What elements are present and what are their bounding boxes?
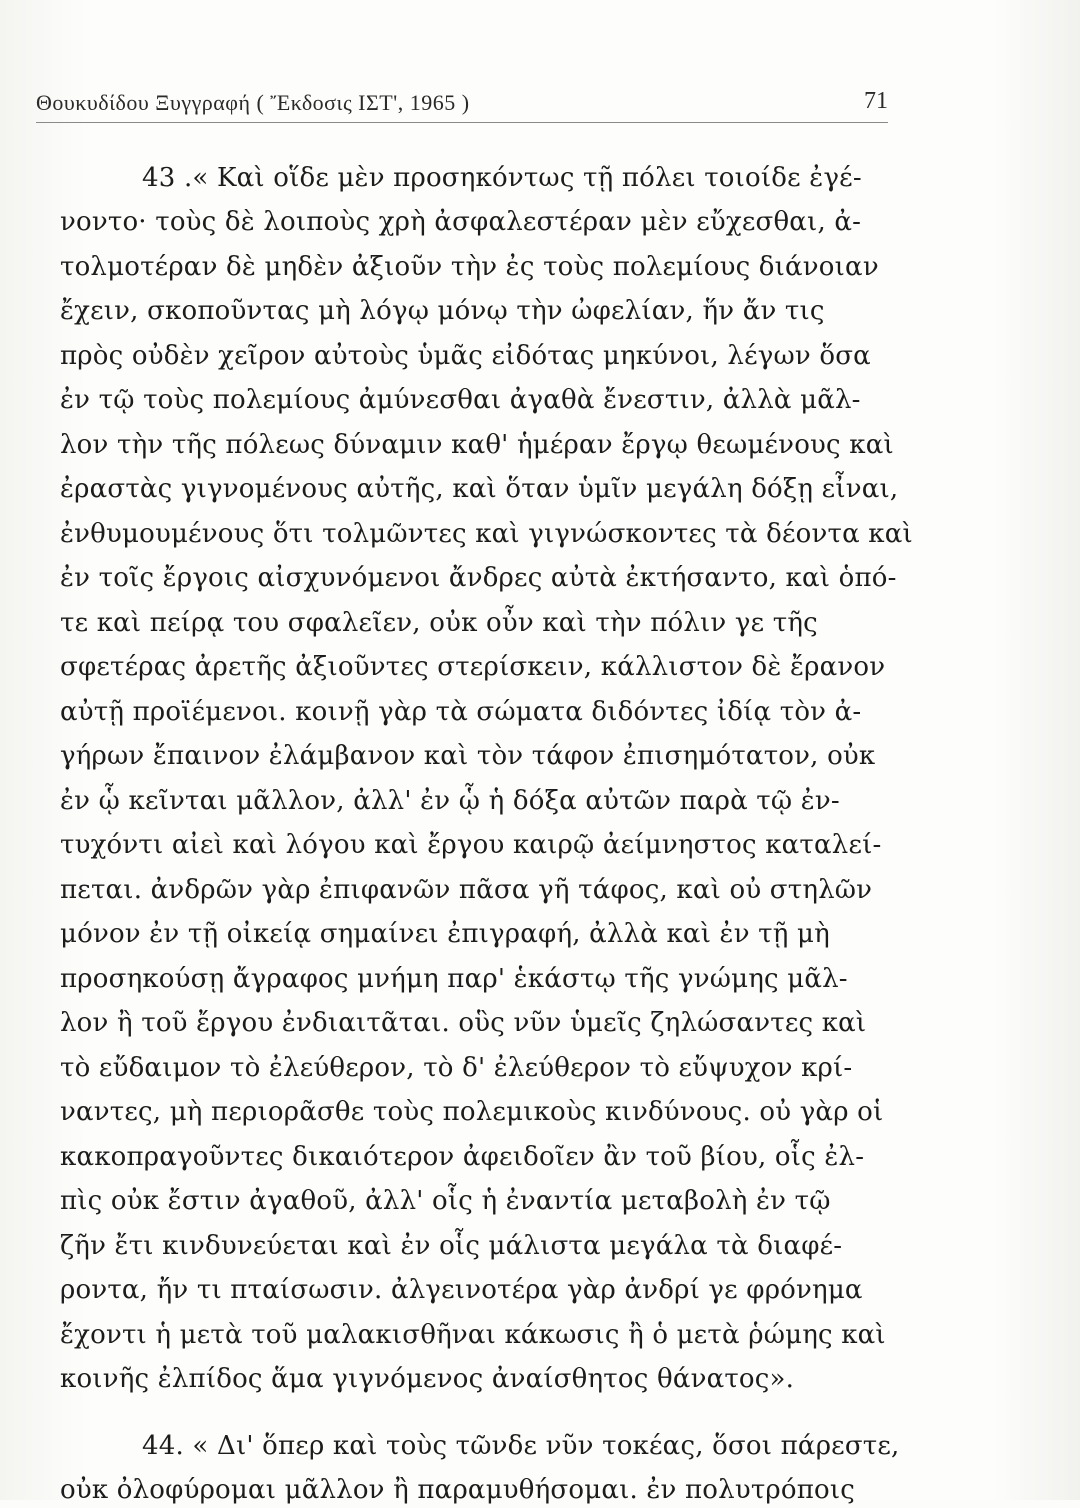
text-line: σφετέρας ἀρετῆς ἀξιοῦντες στερίσκειν, κάλλιστον δὲ ἔρανον [60, 652, 886, 682]
text-line: λον ἢ τοῦ ἔργου ἐνδιαιτᾶται. οὓς νῦν ὑμεῖς ζηλώσαντες καὶ [60, 1008, 867, 1038]
text-line: τὸ εὔδαιμον τὸ ἐλεύθερον, τὸ δ' ἐλεύθερον τὸ εὔψυχον κρί- [60, 1053, 853, 1083]
running-head [36, 88, 888, 123]
text-line: ἐραστὰς γιγνομένους αὐτῆς, καὶ ὅταν ὑμῖν μεγάλη δόξῃ εἶναι, [60, 474, 899, 504]
text-line: 43 .« Καὶ οἵδε μὲν προσηκόντως τῇ πόλει τοιοίδε ἐγέ- [142, 163, 862, 193]
text-line: 44. « Δι' ὅπερ καὶ τοὺς τῶνδε νῦν τοκέας, ὅσοι πάρεστε, [142, 1431, 900, 1461]
text-line: ἐνθυμουμένους ὅτι τολμῶντες καὶ γιγνώσκοντες τὰ δέοντα καὶ [60, 519, 913, 549]
running-head-title: Θουκυδίδου Ξυγγραφή ( Ἔκδοσις ΙΣΤ', 1965 ) [36, 90, 470, 115]
text-line: τε καὶ πείρᾳ του σφαλεῖεν, οὐκ οὖν καὶ τὴν πόλιν γε τῆς [60, 608, 818, 638]
text-line: ροντα, ἤν τι πταίσωσιν. ἀλγεινοτέρα γὰρ ἀνδρί γε φρόνημα [60, 1275, 863, 1305]
text-line: τολμοτέραν δὲ μηδὲν ἀξιοῦν τὴν ἐς τοὺς πολεμίους διάνοιαν [60, 252, 879, 282]
text-line: προσηκούσῃ ἄγραφος μνήμη παρ' ἑκάστῳ τῆς γνώμης μᾶλ- [60, 964, 848, 994]
page-number: 71 [864, 88, 888, 114]
text-line: γήρων ἔπαινον ἐλάμβανον καὶ τὸν τάφον ἐπισημότατον, οὐκ [60, 741, 876, 771]
text-line: ἐν ᾧ κεῖνται μᾶλλον, ἀλλ' ἐν ᾧ ἡ δόξα αὐτῶν παρὰ τῷ ἐν- [60, 786, 840, 816]
text-line: νοντο· τοὺς δὲ λοιποὺς χρὴ ἀσφαλεστέραν μὲν εὔχεσθαι, ἀ- [60, 207, 862, 237]
text-line: αὐτῇ προϊέμενοι. κοινῇ γὰρ τὰ σώματα διδόντες ἰδίᾳ τὸν ἀ- [60, 697, 862, 727]
text-line: ἔχειν, σκοποῦντας μὴ λόγῳ μόνῳ τὴν ὠφελίαν, ἥν ἄν τις [60, 296, 825, 326]
text-line: μόνον ἐν τῇ οἰκείᾳ σημαίνει ἐπιγραφή, ἀλλὰ καὶ ἐν τῇ μὴ [60, 919, 830, 949]
text-line: κακοπραγοῦντες δικαιότερον ἀφειδοῖεν ἂν τοῦ βίου, οἷς ἐλ- [60, 1142, 865, 1172]
text-line: λον τὴν τῆς πόλεως δύναμιν καθ' ἡμέραν ἔργῳ θεωμένους καὶ [60, 430, 894, 460]
text-line: πεται. ἀνδρῶν γὰρ ἐπιφανῶν πᾶσα γῆ τάφος, καὶ οὐ στηλῶν [60, 875, 873, 905]
text-line: ζῆν ἔτι κινδυνεύεται καὶ ἐν οἷς μάλιστα μεγάλα τὰ διαφέ- [60, 1231, 843, 1261]
text-line: κοινῆς ἐλπίδος ἅμα γιγνόμενος ἀναίσθητος θάνατος». [60, 1364, 795, 1394]
text-line: ἔχοντι ἡ μετὰ τοῦ μαλακισθῆναι κάκωσις ἢ ὁ μετὰ ῥώμης καὶ [60, 1320, 886, 1350]
text-line: πὶς οὐκ ἔστιν ἀγαθοῦ, ἀλλ' οἷς ἡ ἐναντία μεταβολὴ ἐν τῷ [60, 1186, 831, 1216]
text-line: οὐκ ὀλοφύρομαι μᾶλλον ἢ παραμυθήσομαι. ἐν πολυτρόποις [60, 1475, 856, 1505]
text-line: ναντες, μὴ περιορᾶσθε τοὺς πολεμικοὺς κινδύνους. οὐ γὰρ οἱ [60, 1097, 884, 1127]
text-line: ἐν τοῖς ἔργοις αἰσχυνόμενοι ἄνδρες αὐτὰ ἐκτήσαντο, καὶ ὁπό- [60, 563, 897, 593]
text-line: πρὸς οὐδὲν χεῖρον αὐτοὺς ὑμᾶς εἰδότας μηκύνοι, λέγων ὅσα [60, 341, 871, 371]
text-line: ἐν τῷ τοὺς πολεμίους ἀμύνεσθαι ἀγαθὰ ἔνεστιν, ἀλλὰ μᾶλ- [60, 385, 861, 415]
text-line: τυχόντι αἰεὶ καὶ λόγου καὶ ἔργου καιρῷ ἀείμνηστος καταλεί- [60, 830, 882, 860]
